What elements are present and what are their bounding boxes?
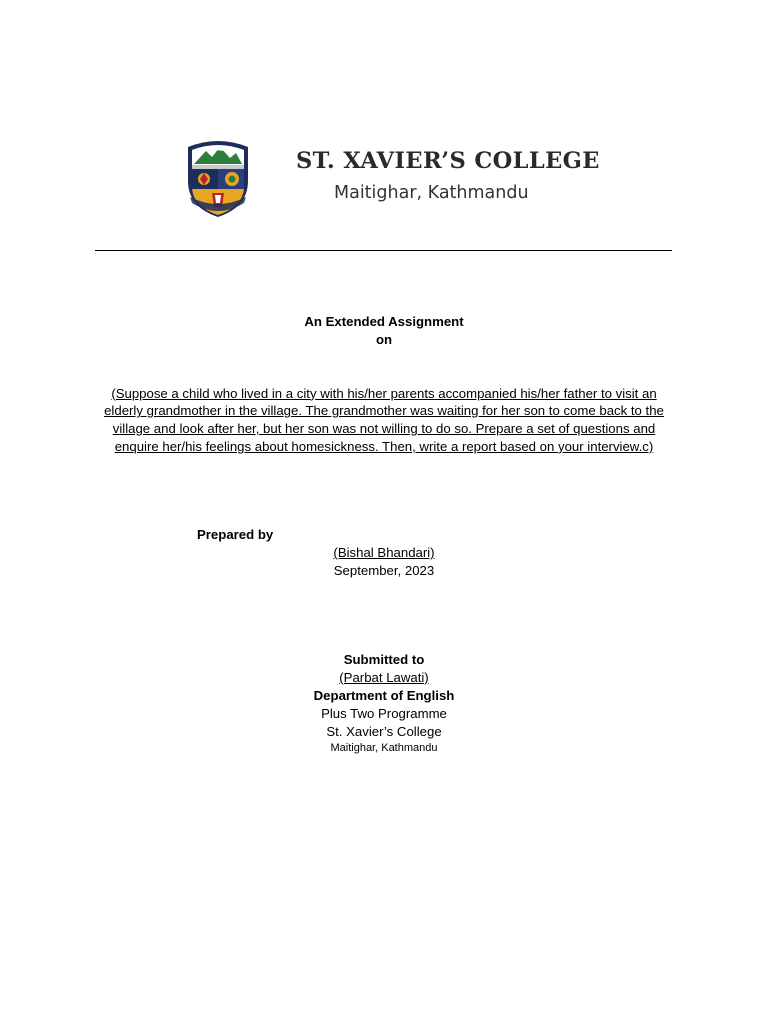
submitted-to-block (0, 651, 768, 756)
college-name-footer: St. Xavier’s College (326, 724, 442, 739)
teacher-name: (Parbat Lawati) (339, 670, 429, 685)
header-divider (95, 250, 672, 251)
assignment-topic (104, 385, 664, 456)
assignment-topic-text: (Suppose a child who lived in a city with his/her parents accompanied his/her father to visit an elderly grandmother in the village. The grandmother was waiting for her son to come back to the village and look after her, but her son was not willing to do so. Prepare a set of questions and enquire her/his feelings about homesickness. Then, write a report based on your interview.c) (104, 385, 664, 454)
author-name: (Bishal Bhandari) (333, 545, 435, 560)
department-name: Department of English (313, 688, 455, 703)
college-location-footer: Maitighar, Kathmandu (330, 742, 438, 754)
submitted-to-label: Submitted to (343, 652, 425, 667)
author-block (0, 544, 768, 579)
submission-date: September, 2023 (333, 562, 435, 578)
assignment-title-line1: An Extended Assignment (304, 314, 464, 329)
college-location: Maitighar, Kathmandu (334, 183, 529, 203)
assignment-title-line2: on (375, 331, 393, 347)
assignment-title (0, 313, 768, 348)
college-name: ST. XAVIER’S COLLEGE (296, 148, 600, 174)
programme-name: Plus Two Programme (321, 706, 447, 721)
college-crest-icon (182, 137, 254, 219)
prepared-by-label: Prepared by (197, 527, 274, 542)
